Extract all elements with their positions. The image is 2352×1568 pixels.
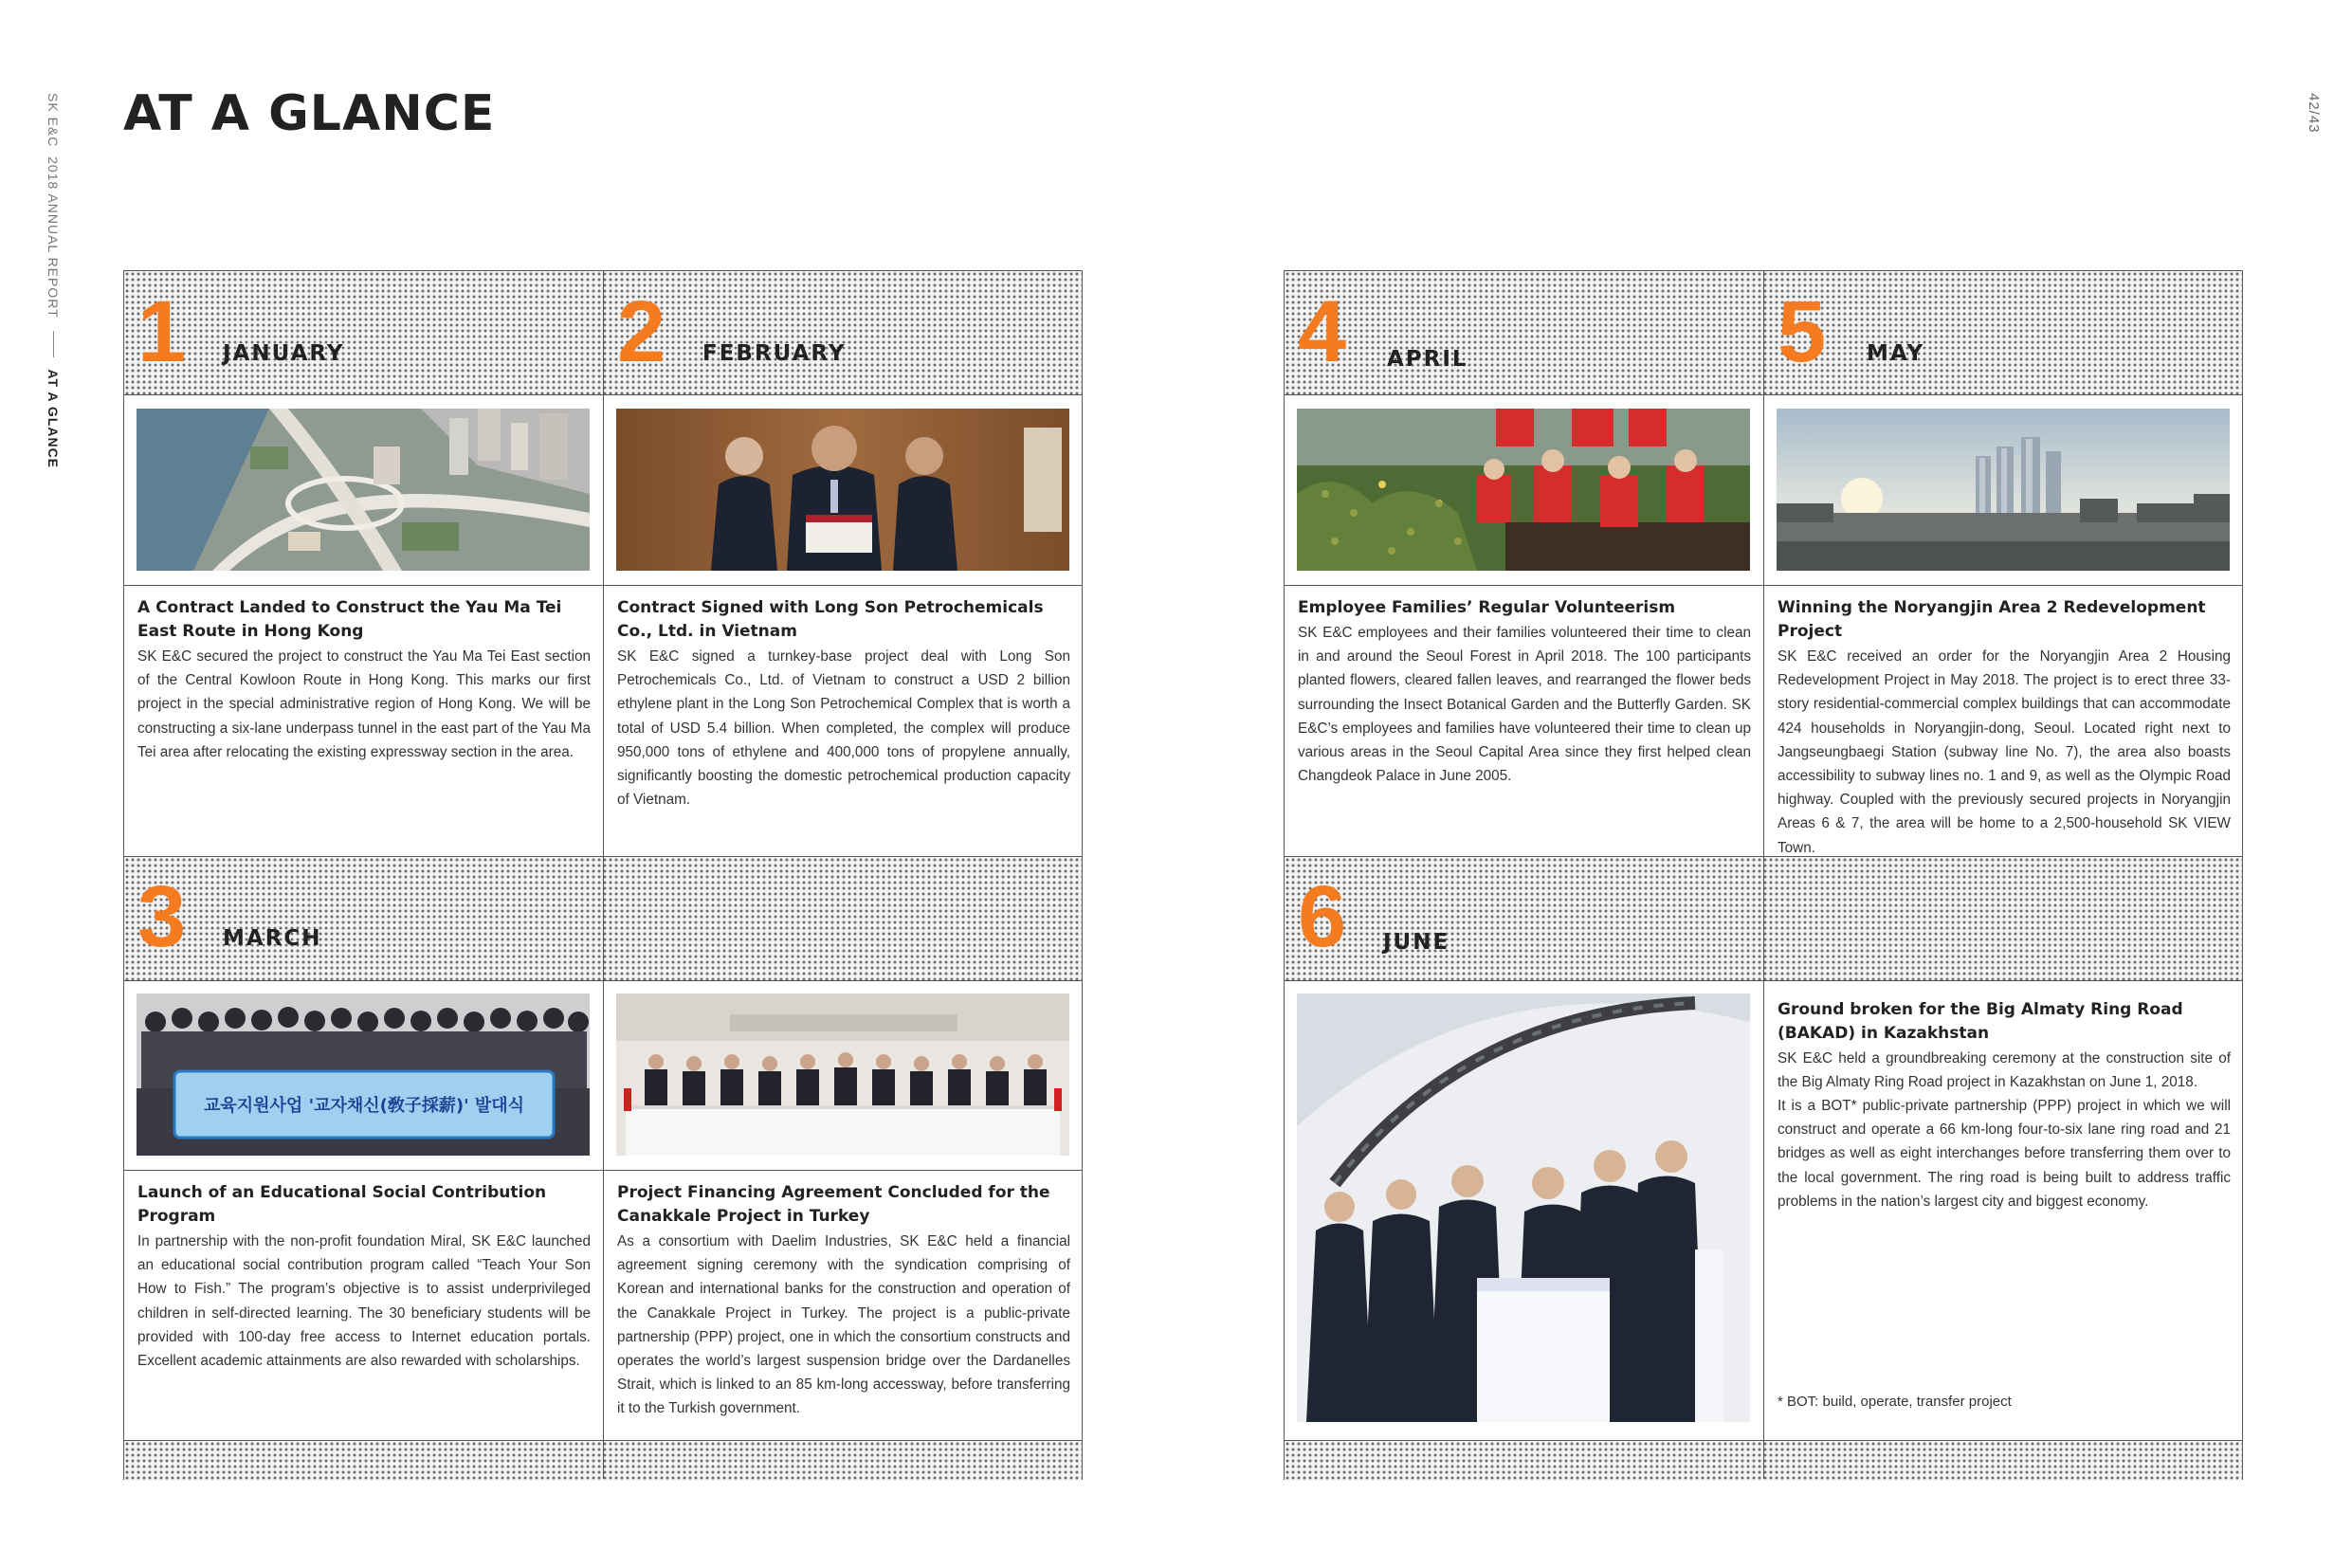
month-name: MAY [1867, 341, 1925, 366]
month-number: 3 [137, 868, 187, 965]
month-cell-february [604, 271, 1083, 856]
item-title: Launch of an Educational Social Contribution Program [137, 1183, 547, 1226]
photo-divider [124, 585, 603, 586]
photo-divider [124, 1170, 603, 1171]
item-title: A Contract Landed to Construct the Yau Ma Tei East Route in Hong Kong [137, 598, 562, 641]
item-body: SK E&C employees and their families volunteered their time to clean in and around the Seoul Forest in April 2018. The 100 participants planted flowers, cleared fallen leaves, and rearranged the flower beds surrounding the Insect Botanical Garden and the Butterfly Garden. SK E&C’s employees and families have volunteered their time to clean up various areas in the Seoul Capital Area since they first helped clean Changdeok Palace in June 2005. [1298, 625, 1751, 785]
month-header [124, 271, 603, 394]
volunteer-families-photo [1297, 409, 1750, 571]
item-title: Contract Signed with Long Son Petrochemicals Co., Ltd. in Vietnam [617, 598, 1044, 641]
item-body: SK E&C held a groundbreaking ceremony at the construction site of the Big Almaty Ring Road project in Kazakhstan on June 1, 2018. [1778, 1050, 2231, 1091]
photo-divider [1285, 585, 1763, 586]
side-company: SK E&C [46, 93, 61, 148]
contract-signing-photo [616, 409, 1069, 571]
page-title: AT A GLANCE [123, 85, 496, 142]
month-cell-may [1764, 271, 2243, 856]
side-section-name: AT A GLANCE [46, 369, 61, 469]
page-number: 42/43 [2306, 93, 2322, 134]
item-body: SK E&C received an order for the Noryangjin Area 2 Housing Redevelopment Project in May 2018. The project is to erect three 33-story residential-commercial complex buildings that can accommodate 424 households in Noryangjin-dong, Seoul. Located right next to Jangseungbaegi Station (subway line No. 7), the area also boasts accessibility to subway lines no. 1 and 9, as well as the Olympic Road highway. Coupled with the previously secured projects in Noryangjin Areas 6 & 7, the area will be home to a 2,500-household SK VIEW Town. [1778, 648, 2231, 856]
month-number: 2 [617, 283, 666, 380]
month-cell-april [1285, 271, 1763, 856]
month-header [604, 271, 1083, 394]
month-header [1764, 271, 2243, 394]
month-number: 4 [1298, 283, 1347, 380]
month-name: FEBRUARY [702, 341, 847, 366]
month-number: 1 [137, 283, 187, 380]
left-calendar-panel [123, 270, 1083, 1480]
month-number: 6 [1298, 868, 1347, 965]
item-title: Ground broken for the Big Almaty Ring Road (BAKAD) in Kazakhstan [1778, 1000, 2183, 1043]
item-body: As a consortium with Daelim Industries, SK E&C held a financial agreement signing ceremony with the syndication comprising of Korean and international banks for the construction and operation of the Canakkale Project in Turkey. The project is a public-private partnership (PPP) project, one in which the consortium constructs and operates the world’s largest suspension bridge over the Dardanelles Strait, which is linked to an 85 km-long accessway, before transferring it to the Turkish government. [617, 1233, 1070, 1417]
month-header [1285, 271, 1763, 394]
right-calendar-panel [1284, 270, 2243, 1480]
side-running-header [46, 93, 61, 468]
photo-divider [604, 585, 1083, 586]
month-cell-march-2 [604, 856, 1083, 1440]
month-name: APRIL [1387, 347, 1468, 372]
city-skyline-photo [1777, 409, 2230, 571]
groundbreaking-ceremony-photo [1297, 994, 1750, 1422]
month-name: MARCH [223, 926, 322, 951]
item-body: SK E&C signed a turnkey-base project deal with Long Son Petrochemicals Co., Ltd. of Vietnam to construct a USD 2 billion ethylene plant in the Long Son Petrochemical Complex that is worth a total of USD 5.4 billion. When completed, the complex will produce 950,000 tons of ethylene and 400,000 tons of propylene annually, significantly boosting the domestic petrochemical production capacity of Vietnam. [617, 648, 1070, 809]
highway-aerial-photo [137, 409, 590, 571]
month-cell-march [124, 856, 603, 1440]
item-title: Employee Families’ Regular Volunteerism [1298, 598, 1676, 617]
month-header [1285, 856, 1763, 979]
month-name: JANUARY [223, 341, 345, 366]
item-body: SK E&C secured the project to construct the Yau Ma Tei East section of the Central Kowloon Route in Hong Kong. This marks our first project in the special administrative region of Hong Kong. We will be constructing a six-lane underpass tunnel in the east part of the Yau Ma Tei area after relocating the existing expressway section in the area. [137, 648, 591, 760]
item-title: Winning the Noryangjin Area 2 Redevelopment Project [1778, 598, 2206, 641]
month-cell-june-text [1764, 856, 2243, 1440]
month-number: 5 [1778, 283, 1827, 380]
photo-divider [604, 1170, 1083, 1171]
month-header [124, 856, 603, 979]
month-name: JUNE [1383, 930, 1450, 955]
item-body-continued: It is a BOT* public-private partnership (PPP) project in which we will construct and operate a 66 km-long four-to-six lane ring road and 21 bridges as well as eight interchanges before transferring them over to the local government. The ring road is being built to address traffic problems in the nation’s largest city and biggest economy. [1778, 1098, 2231, 1210]
item-title: Project Financing Agreement Concluded for the Canakkale Project in Turkey [617, 1183, 1050, 1226]
side-report-name: 2018 ANNUAL REPORT [46, 156, 61, 319]
banner-text: 교육지원사업 '교자채신(敎子採薪)' 발대식 [203, 1096, 525, 1116]
education-group-photo [137, 994, 590, 1156]
month-cell-january [124, 271, 603, 856]
month-cell-june [1285, 856, 1763, 1440]
footnote: * BOT: build, operate, transfer project [1778, 1394, 2012, 1410]
side-separator [53, 331, 54, 357]
photo-divider [1764, 585, 2243, 586]
financing-ceremony-photo [616, 994, 1069, 1156]
item-body: In partnership with the non-profit foundation Miral, SK E&C launched an educational social contribution program called “Teach Your Son How to Fish.” The program’s objective is to assist underprivileged children in self-directed learning. The 30 beneficiary students will be provided with 100-day free access to Internet education portals. Excellent academic attainments are also rewarded with scholarships. [137, 1233, 591, 1370]
